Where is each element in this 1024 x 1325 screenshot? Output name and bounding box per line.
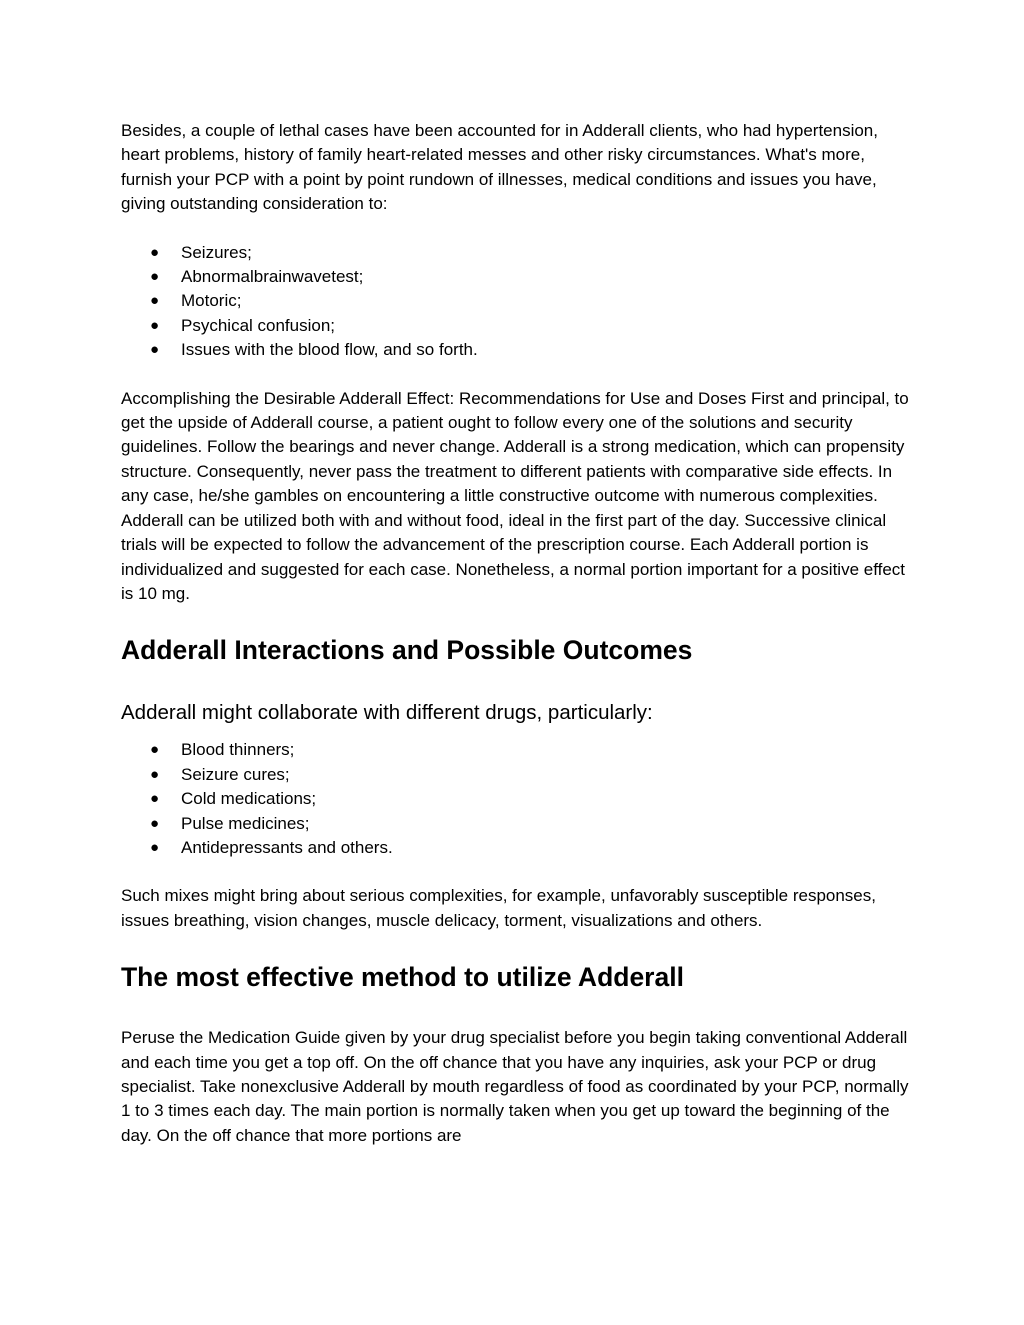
- list-item: [121, 314, 911, 338]
- list-item: [121, 338, 911, 362]
- drugs-list: [121, 738, 911, 860]
- list-item-text: Abnormalbrainwavetest;: [181, 267, 364, 287]
- bullet-icon: ●: [150, 292, 160, 310]
- list-item-text: Cold medications;: [181, 789, 317, 809]
- paragraph-risk-factors: Besides, a couple of lethal cases have been accounted for in Adderall clients, who had hypertension, heart problems, history of family heart-related messes and other risky circumstances. What's more, furnish your PCP with a point by point rundown of illnesses, medical conditions and issues you have, giving outstanding consideration to:: [121, 121, 878, 214]
- list-item: [121, 763, 911, 787]
- list-item: [121, 265, 911, 289]
- list-item-text: Psychical confusion;: [181, 315, 336, 335]
- list-item-text: Seizures;: [181, 242, 252, 262]
- bullet-icon: ●: [150, 341, 160, 359]
- bullet-icon: ●: [150, 765, 160, 783]
- bullet-icon: ●: [150, 838, 160, 856]
- list-item: [121, 787, 911, 811]
- bullet-icon: ●: [150, 741, 160, 759]
- list-item-text: Pulse medicines;: [181, 813, 310, 833]
- bullet-icon: ●: [150, 243, 160, 261]
- conditions-list: [121, 241, 911, 363]
- list-item: [121, 738, 911, 762]
- heading-interactions: Adderall Interactions and Possible Outcomes: [121, 635, 693, 666]
- list-item: [121, 289, 911, 313]
- list-item-text: Seizure cures;: [181, 764, 290, 784]
- document-page: [121, 119, 911, 1148]
- paragraph-recommendations: Accomplishing the Desirable Adderall Effect: Recommendations for Use and Doses First and principal, to get the upside of Adderall course, a patient ought to follow every one of the solutions and security guidelines. Follow the bearings and never change. Adderall is a strong medication, which can propensity structure. Consequently, never pass the treatment to different patients with comparative side effects. In any case, he/she gambles on encountering a little constructive outcome with numerous complexities. Adderall can be utilized both with and without food, ideal in the first part of the day. Successive clinical trials will be expected to follow the advancement of the prescription course. Each Adderall portion is individualized and suggested for each case. Nonetheless, a normal portion important for a positive effect is 10 mg.: [121, 388, 909, 603]
- paragraph-interactions-intro: Adderall might collaborate with different drugs, particularly:: [121, 701, 653, 725]
- list-item: [121, 812, 911, 836]
- bullet-icon: ●: [150, 316, 160, 334]
- list-item-text: Antidepressants and others.: [181, 837, 393, 857]
- list-item-text: Issues with the blood flow, and so forth.: [181, 340, 478, 360]
- list-item: [121, 241, 911, 265]
- bullet-icon: ●: [150, 790, 160, 808]
- paragraph-complications: Such mixes might bring about serious complexities, for example, unfavorably susceptible responses, issues breathing, vision changes, muscle delicacy, torment, visualizations and others.: [121, 886, 876, 930]
- heading-usage: The most effective method to utilize Adderall: [121, 962, 684, 993]
- paragraph-usage: Peruse the Medication Guide given by your drug specialist before you begin taking conventional Adderall and each time you get a top off. On the off chance that you have any inquiries, ask your PCP or drug specialist. Take nonexclusive Adderall by mouth regardless of food as coordinated by your PCP, normally 1 to 3 times each day. The main portion is normally taken when you get up toward the beginning of the day. On the off chance that more portions are: [121, 1028, 909, 1145]
- list-item-text: Blood thinners;: [181, 740, 295, 760]
- list-item-text: Motoric;: [181, 291, 242, 311]
- bullet-icon: ●: [150, 814, 160, 832]
- list-item: [121, 836, 911, 860]
- bullet-icon: ●: [150, 268, 160, 286]
